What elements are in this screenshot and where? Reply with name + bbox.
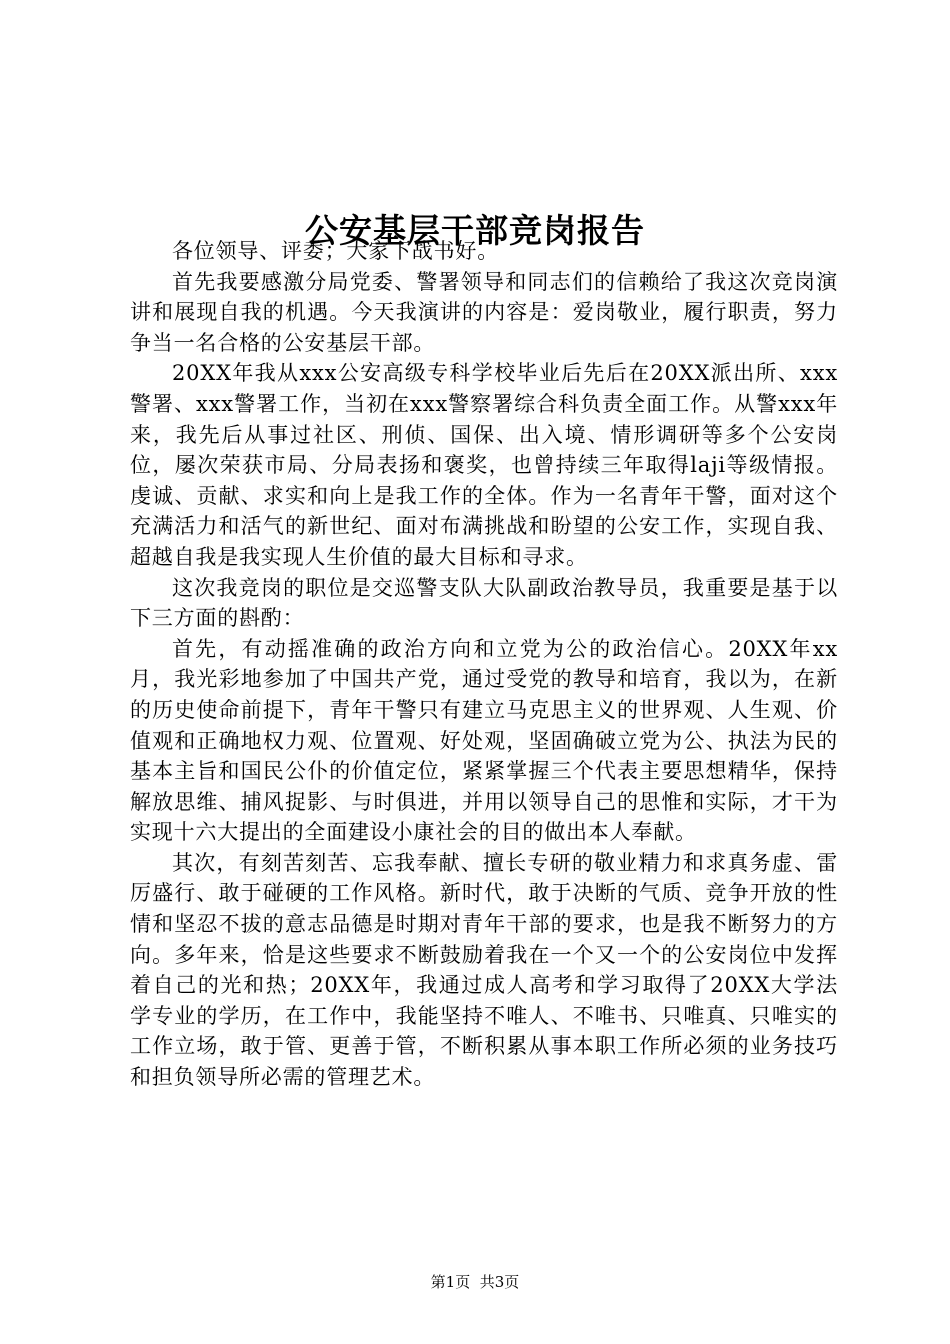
paragraph-first-reason: 首先，有动摇准确的政治方向和立党为公的政治信心。20XX年xx月，我光彩地参加了中国共产党，通过受党的教导和培育，我以为，在新的历史使命前提下，青年干警只有建立马克思主义的世界观、人生观、价值观和正确地权力观、位置观、好处观，坚固确破立党为公、执法为民的基本主旨和国民公仆的价值定位，紧紧掌握三个代表主要思想精华，保持解放思维、捕风捉影、与时俱进，并用以领导自己的思惟和实际，才干为实现十六大提出的全面建设小康社会的目的做出本人奉献。 xyxy=(130,636,838,845)
page-total: 共3页 xyxy=(479,1273,520,1291)
paragraph-thanks: 首先我要感激分局党委、警署领导和同志们的信赖给了我这次竞岗演讲和展现自我的机遇。今天我演讲的内容是：爱岗敬业，履行职责，努力争当一名合格的公安基层干部。 xyxy=(130,269,838,355)
paragraph-second-reason: 其次，有刻苦刻苦、忘我奉献、擅长专研的敬业精力和求真务虚、雷厉盛行、敢于碰硬的工作风格。新时代，敢于决断的气质、竞争开放的性情和坚忍不拔的意志品德是时期对青年干部的要求，也是我不断努力的方向。多年来，恰是这些要求不断鼓励着我在一个又一个的公安岗位中发挥着自己的光和热；20XX年，我通过成人高考和学习取得了20XX大学法学专业的学历，在工作中，我能坚持不唯人、不唯书、只唯真、只唯实的工作立场，敢于管、更善于管，不断积累从事本职工作所必须的业务技巧和担负领导所必需的管理艺术。 xyxy=(130,850,838,1090)
paragraph-greeting: 各位领导、评委；大家下战书好。 xyxy=(172,239,499,263)
document-body xyxy=(130,236,838,1093)
paragraph-experience: 20XX年我从xxx公安高级专科学校毕业后先后在20XX派出所、xxx警署、xxx警署工作，当初在xxx警察署综合科负责全面工作。从警xxx年来，我先后从事过社区、刑侦、国保、出入境、情形调研等多个公安岗位，屡次荣获市局、分局表扬和褒奖，也曾持续三年取得laji等级情报。虔诚、贡献、求实和向上是我工作的全体。作为一名青年干警，面对这个充满活力和活气的新世纪、面对布满挑战和盼望的公安工作，实现自我、超越自我是我实现人生价值的最大目标和寻求。 xyxy=(130,361,838,569)
page-number: 第1页 xyxy=(430,1273,471,1291)
document-title: 公安基层干部竞岗报告 xyxy=(305,211,645,251)
page-footer xyxy=(0,1272,950,1292)
paragraph-position: 这次我竞岗的职位是交巡警支队大队副政治教导员，我重要是基于以下三方面的斟酌： xyxy=(130,575,838,631)
